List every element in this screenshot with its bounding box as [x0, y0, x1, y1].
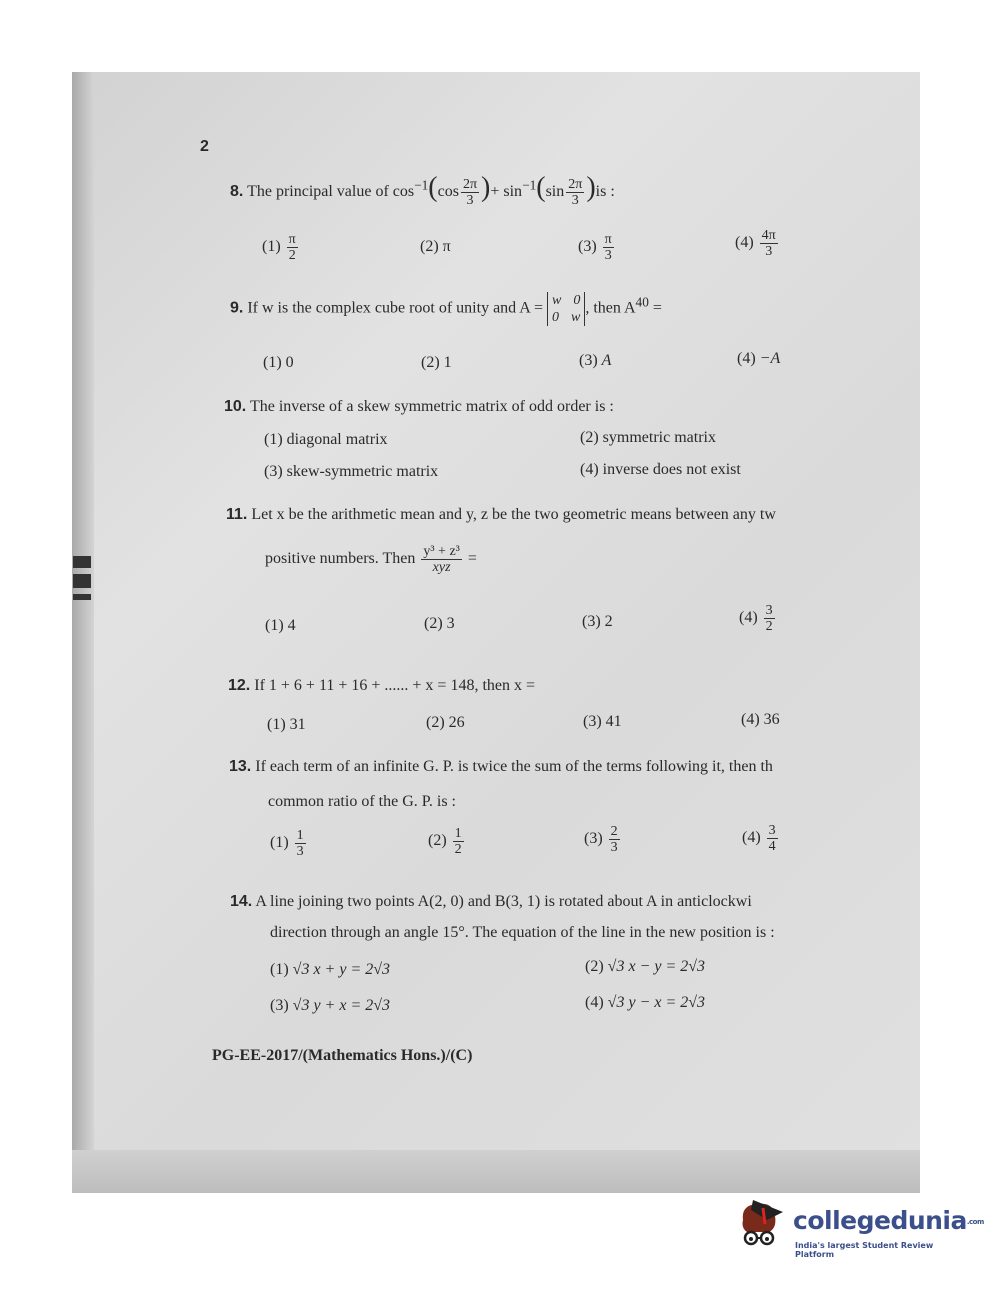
option: [578, 232, 616, 263]
denominator: 3: [610, 840, 618, 855]
denominator: 3: [466, 192, 474, 208]
fraction: [760, 228, 778, 259]
option-label: (4): [580, 461, 599, 478]
option-text: 3: [446, 615, 455, 632]
numerator: 3: [765, 603, 773, 618]
mascot-icon: [737, 1198, 793, 1262]
question-text: =: [467, 550, 477, 568]
question-text: positive numbers. Then: [265, 550, 416, 568]
option: [585, 994, 705, 1012]
denominator: 2: [765, 619, 773, 634]
question-text: + sin: [490, 183, 523, 200]
option-label: (2): [420, 238, 439, 255]
paren: ): [481, 172, 491, 203]
option-text: 4: [287, 617, 296, 634]
option-text: symmetric matrix: [602, 429, 716, 446]
option-text: −A: [759, 350, 781, 367]
option-text: 1: [443, 354, 452, 371]
question-text: cos: [437, 183, 459, 200]
option-label: (2): [426, 714, 445, 731]
superscript: 40: [635, 294, 649, 310]
option-label: (4): [735, 234, 754, 252]
denominator: xyz: [432, 560, 451, 575]
question-text: common ratio of the G. P. is :: [268, 793, 456, 810]
matrix-cell: 0: [551, 310, 559, 325]
paren: (: [428, 172, 438, 203]
option-label: (4): [739, 609, 758, 627]
question-12: [228, 677, 535, 695]
option: [270, 997, 390, 1015]
question-text: The principal value of cos: [247, 183, 415, 200]
page-binding-edge: [72, 72, 94, 1193]
option-text: √3 y + x = 2√3: [292, 997, 391, 1014]
option-label: (3): [270, 997, 289, 1014]
question-number: 12.: [228, 677, 251, 694]
option: [585, 958, 705, 976]
option-label: (1): [267, 716, 286, 733]
option: [267, 716, 306, 734]
numerator: y³ + z³: [423, 544, 460, 559]
option-text: skew-symmetric matrix: [286, 463, 439, 480]
option: [265, 617, 296, 635]
fraction: [566, 177, 584, 208]
question-number: 13.: [229, 758, 252, 775]
matrix-cell: w: [551, 293, 562, 308]
option: [580, 461, 741, 479]
numerator: 4π: [761, 228, 776, 243]
question-number: 14.: [230, 893, 253, 910]
option: [735, 228, 780, 259]
option-label: (1): [270, 961, 289, 978]
question-11: [226, 506, 920, 524]
option-label: (2): [424, 615, 443, 632]
logo-wordmark: collegedunia: [793, 1206, 967, 1235]
option-text: π: [442, 238, 451, 255]
option-text: √3 y − x = 2√3: [607, 994, 706, 1011]
question-number: 8.: [230, 183, 244, 200]
option: [579, 352, 611, 370]
option: [263, 354, 294, 372]
option-label: (2): [421, 354, 440, 371]
matrix-cell: 0: [573, 293, 581, 308]
numerator: 2π: [568, 176, 583, 192]
numerator: π: [604, 232, 612, 247]
question-text: , then A: [585, 299, 636, 317]
option-label: (4): [737, 350, 756, 367]
option: [420, 238, 451, 256]
fraction: [767, 823, 778, 854]
option-label: (3): [584, 830, 603, 848]
fraction: [764, 603, 775, 634]
question-14-line2: [270, 924, 775, 942]
question-9: [230, 292, 662, 326]
option-text: diagonal matrix: [286, 431, 388, 448]
fraction: [461, 177, 479, 208]
scanned-page: [72, 72, 920, 1193]
option-label: (2): [428, 832, 447, 850]
option-label: (3): [579, 352, 598, 369]
question-text: is :: [595, 183, 615, 200]
option-text: 2: [604, 613, 613, 630]
option: [583, 713, 622, 731]
option: [582, 613, 613, 631]
option-label: (3): [583, 713, 602, 730]
logo-tagline: India's largest Student Review Platform: [795, 1241, 934, 1259]
option-label: (3): [582, 613, 601, 630]
binding-mark: [73, 594, 91, 600]
fraction: [453, 826, 464, 857]
denominator: 2: [454, 842, 462, 857]
option: [742, 823, 780, 854]
option-label: (1): [264, 431, 283, 448]
fraction: [295, 828, 306, 859]
numerator: 2: [610, 824, 618, 839]
binding-mark: [73, 574, 91, 588]
question-text: If w is the complex cube root of unity and A =: [247, 299, 543, 317]
question-number: 9.: [230, 299, 244, 317]
option-text: 26: [448, 714, 465, 731]
numerator: 3: [768, 823, 776, 838]
superscript: −1: [522, 177, 537, 193]
option-label: (4): [585, 994, 604, 1011]
question-text: =: [648, 299, 662, 317]
option: [737, 350, 780, 368]
option-text: A: [601, 352, 612, 369]
question-text: Let x be the arithmetic mean and y, z be the two geometric means between any tw: [251, 506, 776, 523]
denominator: 3: [571, 192, 579, 208]
option-label: (1): [262, 238, 281, 256]
option-text: inverse does not exist: [602, 461, 741, 478]
option-label: (4): [741, 711, 760, 728]
numerator: 1: [296, 828, 304, 843]
option: [426, 714, 465, 732]
option: [424, 615, 455, 633]
option: [270, 828, 308, 859]
option: [739, 603, 777, 634]
option-text: 31: [289, 716, 306, 733]
question-text: If each term of an infinite G. P. is twice the sum of the terms following it, then th: [255, 758, 773, 775]
fraction: [287, 232, 298, 263]
option-label: (3): [578, 238, 597, 256]
question-text: A line joining two points A(2, 0) and B(3, 1) is rotated about A in anticlockwi: [255, 893, 752, 910]
question-13: [229, 758, 920, 776]
option-text: √3 x + y = 2√3: [292, 961, 391, 978]
option: [584, 824, 622, 855]
paren: ): [586, 172, 596, 203]
option-label: (2): [585, 958, 604, 975]
option-text: √3 x − y = 2√3: [607, 958, 706, 975]
question-number: 11.: [226, 506, 248, 523]
option: [264, 463, 438, 481]
numerator: π: [288, 232, 296, 247]
question-text: If 1 + 6 + 11 + 16 + ...... + x = 148, then x =: [254, 677, 536, 694]
option-label: (1): [265, 617, 284, 634]
collegedunia-logo: [737, 1198, 984, 1262]
option-label: (4): [742, 829, 761, 847]
question-14: [230, 893, 920, 911]
denominator: 3: [296, 844, 304, 859]
page-bottom-shadow: [72, 1150, 920, 1193]
numerator: 1: [454, 826, 462, 841]
fraction: [603, 232, 614, 263]
option: [262, 232, 300, 263]
denominator: 2: [288, 248, 296, 263]
numerator: 2π: [462, 176, 478, 192]
fraction: [421, 544, 462, 575]
question-11-line2: [265, 544, 477, 575]
option: [741, 711, 780, 729]
option-label: (2): [580, 429, 599, 446]
question-10: [224, 398, 614, 416]
option-text: 41: [605, 713, 622, 730]
option: [421, 354, 452, 372]
binding-mark: [73, 556, 91, 568]
matrix-cell: w: [570, 310, 581, 325]
denominator: 4: [768, 839, 776, 854]
question-text: sin: [545, 183, 565, 200]
question-number: 10.: [224, 398, 247, 415]
question-text: direction through an angle 15°. The equation of the line in the new position is :: [270, 924, 775, 941]
option-label: (1): [270, 834, 289, 852]
paren: (: [536, 172, 546, 203]
question-8: [230, 172, 615, 208]
option-label: (3): [264, 463, 283, 480]
question-13-line2: [268, 793, 456, 811]
fraction: [609, 824, 620, 855]
question-text: The inverse of a skew symmetric matrix of odd order is :: [249, 398, 614, 415]
denominator: 3: [604, 248, 612, 263]
page-number: 2: [200, 138, 209, 155]
option: [428, 826, 466, 857]
paper-code-footer: PG-EE-2017/(Mathematics Hons.)/(C): [212, 1047, 473, 1064]
logo-suffix: .com: [966, 1218, 984, 1226]
option: [270, 961, 390, 979]
denominator: 3: [765, 244, 773, 259]
option-label: (1): [263, 354, 282, 371]
matrix: [547, 292, 585, 326]
option-text: 36: [763, 711, 780, 728]
superscript: −1: [414, 177, 429, 193]
option: [580, 429, 716, 447]
option: [264, 431, 388, 449]
option-text: 0: [285, 354, 294, 371]
